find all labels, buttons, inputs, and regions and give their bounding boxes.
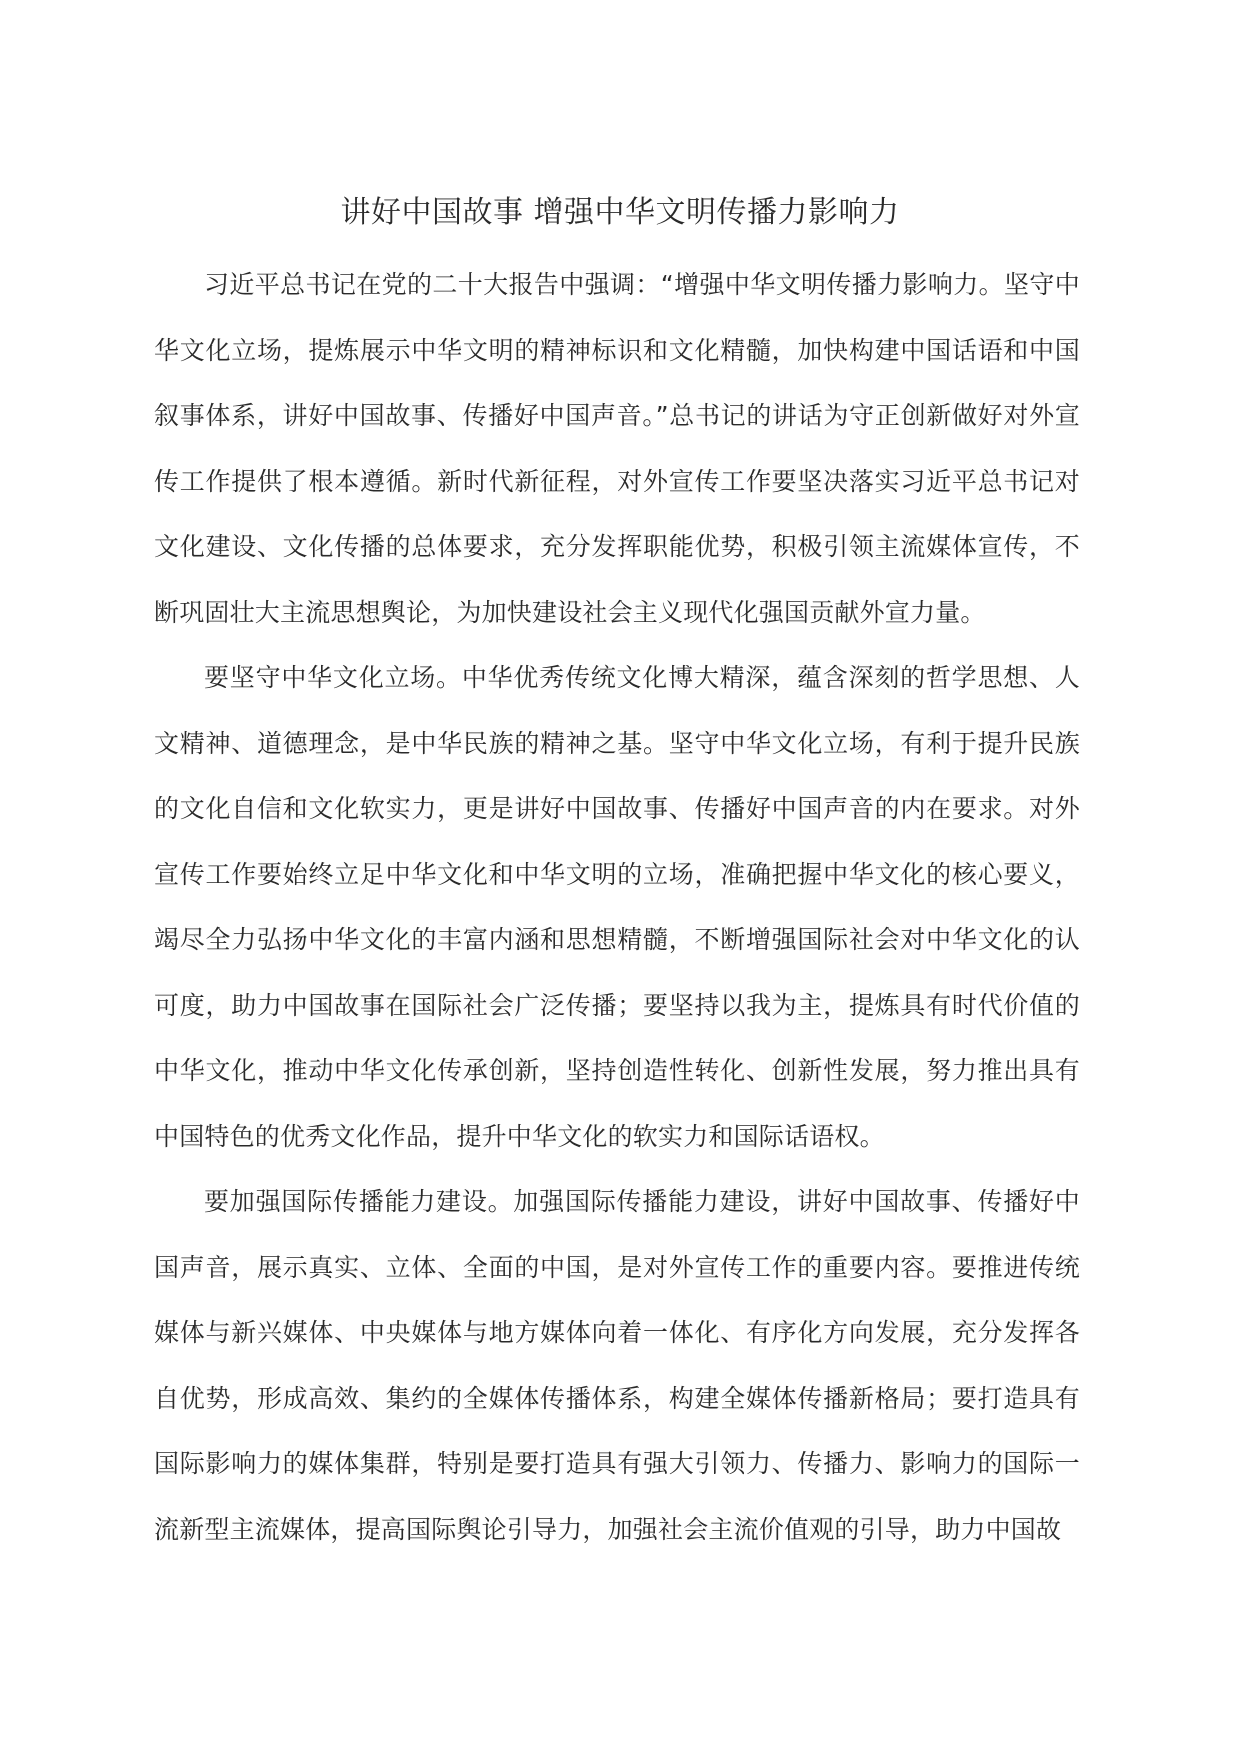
document-body: [154, 252, 1080, 1562]
paragraph-communication-capacity: 要加强国际传播能力建设。加强国际传播能力建设，讲好中国故事、传播好中国声音，展示真实、立体、全面的中国，是对外宣传工作的重要内容。要推进传统媒体与新兴媒体、中央媒体与地方媒体向着一体化、有序化方向发展，充分发挥各自优势，形成高效、集约的全媒体传播体系，构建全媒体传播新格局；要打造具有国际影响力的媒体集群，特别是要打造具有强大引领力、传播力、影响力的国际一流新型主流媒体，提高国际舆论引导力，加强社会主流价值观的引导，助力中国故: [154, 1187, 1080, 1544]
paragraph-intro: 习近平总书记在党的二十大报告中强调：“增强中华文明传播力影响力。坚守中华文化立场，提炼展示中华文明的精神标识和文化精髓，加快构建中国话语和中国叙事体系，讲好中国故事、传播好中国声音。”总书记的讲话为守正创新做好对外宣传工作提供了根本遵循。新时代新征程，对外宣传工作要坚决落实习近平总书记对文化建设、文化传播的总体要求，充分发挥职能优势，积极引领主流媒体宣传，不断巩固壮大主流思想舆论，为加快建设社会主义现代化强国贡献外宣力量。: [154, 270, 1080, 627]
paragraph-cultural-stance: 要坚守中华文化立场。中华优秀传统文化博大精深，蕴含深刻的哲学思想、人文精神、道德理念，是中华民族的精神之基。坚守中华文化立场，有利于提升民族的文化自信和文化软实力，更是讲好中国故事、传播好中国声音的内在要求。对外宣传工作要始终立足中华文化和中华文明的立场，准确把握中华文化的核心要义，竭尽全力弘扬中华文化的丰富内涵和思想精髓，不断增强国际社会对中华文化的认可度，助力中国故事在国际社会广泛传播；要坚持以我为主，提炼具有时代价值的中华文化，推动中华文化传承创新，坚持创造性转化、创新性发展，努力推出具有中国特色的优秀文化作品，提升中华文化的软实力和国际话语权。: [154, 663, 1080, 1151]
document-title: 讲好中国故事 增强中华文明传播力影响力: [340, 195, 900, 230]
